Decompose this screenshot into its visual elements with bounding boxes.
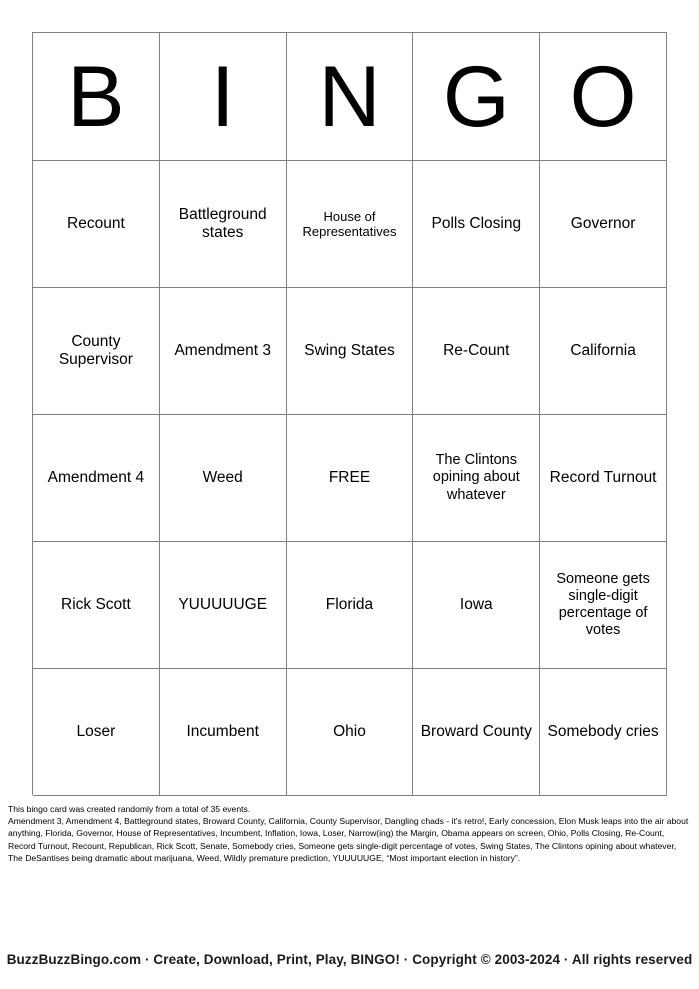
- bingo-cell-o2[interactable]: [540, 288, 667, 415]
- bingo-cell-label: California: [570, 341, 636, 359]
- bingo-cell-g5[interactable]: [413, 669, 540, 796]
- bingo-cell-label: Battleground states: [178, 205, 267, 241]
- bingo-cell-label: Amendment 3: [174, 341, 271, 359]
- bingo-cell-label: YUUUUUGE: [178, 595, 268, 613]
- bingo-cell-i3[interactable]: [160, 415, 287, 542]
- bingo-cell-b3[interactable]: [33, 415, 160, 542]
- bingo-cell-g2[interactable]: [413, 288, 540, 415]
- bingo-header-letter-g: G: [413, 33, 540, 161]
- bingo-cell-o1[interactable]: [540, 161, 667, 288]
- bingo-cell-n4[interactable]: [287, 542, 414, 669]
- bingo-cell-label: The Clintons opining about whatever: [432, 452, 520, 503]
- bingo-cell-label: Loser: [76, 722, 116, 740]
- bingo-cell-b2[interactable]: [33, 288, 160, 415]
- bingo-row-5: [33, 669, 667, 796]
- bingo-cell-n1[interactable]: [287, 161, 414, 288]
- bingo-cell-label: Record Turnout: [549, 468, 657, 486]
- bingo-cell-label: Weed: [202, 468, 243, 486]
- bingo-cell-n5[interactable]: [287, 669, 414, 796]
- bingo-cell-label: Someone gets single-digit percentage of votes: [556, 570, 650, 639]
- bingo-cell-i2[interactable]: [160, 288, 287, 415]
- bingo-cell-label: Governor: [570, 214, 636, 232]
- bingo-cell-free[interactable]: [287, 415, 414, 542]
- bingo-row-2: [33, 288, 667, 415]
- fineprint-lead: This bingo card was created randomly from a total of 35 events.: [8, 804, 251, 814]
- bingo-cell-label: County Supervisor: [58, 332, 133, 368]
- bingo-cell-i1[interactable]: [160, 161, 287, 288]
- bingo-cell-i4[interactable]: [160, 542, 287, 669]
- fineprint-block: [8, 803, 691, 864]
- bingo-row-4: [33, 542, 667, 669]
- bingo-cell-g3[interactable]: [413, 415, 540, 542]
- bingo-grid: [32, 32, 667, 795]
- bingo-cell-b4[interactable]: [33, 542, 160, 669]
- bingo-header-letter-b: B: [33, 33, 160, 161]
- fineprint-event-list: Amendment 3, Amendment 4, Battleground states, Broward County, California, County Supervisor, Dangling chads - it's retro!, Early concession, Elon Musk leaps into the air about anything, Florida, Governor, House of Representatives, Incumbent, Inflation, Iowa, Loser, Narrow(ing) the Margin, Obama appears on screen, Ohio, Polls Closing, Re-Count, Record Turnout, Recount, Republican, Rick Scott, Senate, Somebody cries, Someone gets single-digit percentage of votes, Swing States, The Clintons opining about whatever, The DeSantises being dramatic about marijuana, Weed, Wildly premature prediction, YUUUUUGE, “Most important election in history”.: [8, 816, 689, 863]
- bingo-cell-label: Somebody cries: [547, 722, 659, 740]
- bingo-cell-o5[interactable]: [540, 669, 667, 796]
- bingo-cell-label: Re-Count: [443, 341, 510, 359]
- bingo-row-1: [33, 161, 667, 288]
- bingo-header-letter-n: N: [287, 33, 414, 161]
- bingo-cell-label: Broward County: [420, 722, 532, 740]
- bingo-cell-label: Florida: [325, 595, 374, 613]
- bingo-row-3: [33, 415, 667, 542]
- bingo-cell-label: Swing States: [304, 341, 395, 359]
- bingo-cell-label: Recount: [67, 214, 125, 232]
- bingo-cell-label: FREE: [328, 468, 371, 486]
- bingo-cell-label: Ohio: [333, 722, 366, 740]
- bingo-cell-n2[interactable]: [287, 288, 414, 415]
- bingo-header-row: [33, 33, 667, 161]
- bingo-cell-i5[interactable]: [160, 669, 287, 796]
- bingo-cell-label: Iowa: [459, 595, 493, 613]
- bingo-cell-o3[interactable]: [540, 415, 667, 542]
- bingo-cell-label: Incumbent: [186, 722, 259, 740]
- bingo-header-letter-i: I: [160, 33, 287, 161]
- bingo-cell-label: Rick Scott: [61, 595, 131, 613]
- bingo-cell-label: Polls Closing: [431, 214, 522, 232]
- bingo-cell-g1[interactable]: [413, 161, 540, 288]
- bingo-cell-b5[interactable]: [33, 669, 160, 796]
- bingo-cell-label: House of Representatives: [302, 208, 397, 239]
- bingo-header-letter-o: O: [540, 33, 667, 161]
- footer-credit: BuzzBuzzBingo.com · Create, Download, Print, Play, BINGO! · Copyright © 2003-2024 · All rights reserved: [6, 952, 693, 967]
- bingo-cell-g4[interactable]: [413, 542, 540, 669]
- bingo-cell-label: Amendment 4: [47, 468, 145, 486]
- bingo-cell-b1[interactable]: [33, 161, 160, 288]
- bingo-cell-o4[interactable]: [540, 542, 667, 669]
